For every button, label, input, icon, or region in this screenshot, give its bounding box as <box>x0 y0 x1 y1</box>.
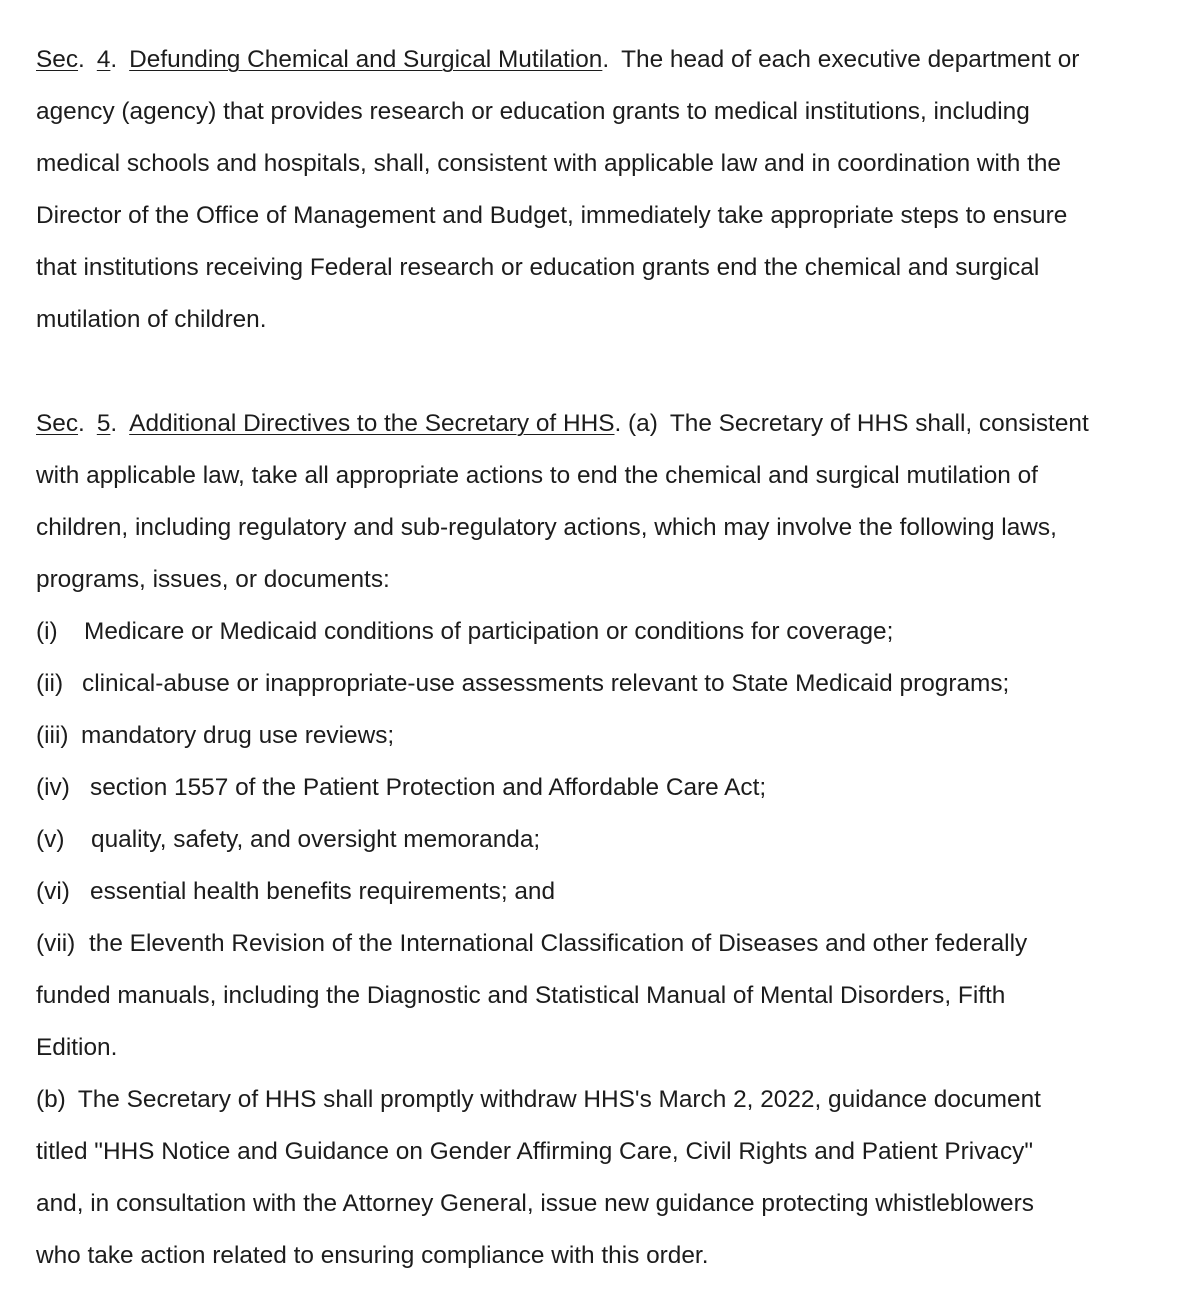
list-item <box>36 658 1176 710</box>
list-item <box>36 866 1176 918</box>
sec4-text-line: mutilation of children. <box>36 306 267 333</box>
sec4-text-line: medical schools and hospitals, shall, consistent with applicable law and in coordination with the <box>36 150 1061 177</box>
list-item-text: quality, safety, and oversight memoranda; <box>91 826 541 853</box>
section-spacer <box>36 346 1176 398</box>
list-item-text: essential health benefits requirements; and <box>90 878 556 905</box>
list-item-continuation: Edition. <box>36 1034 118 1061</box>
list-item-label: (v) <box>36 826 65 853</box>
sec4-text-line: agency (agency) that provides research or education grants to medical institutions, including <box>36 98 1030 125</box>
list-item-label: (i) <box>36 618 58 645</box>
list-item-text: the Eleventh Revision of the International Classification of Diseases and other federally <box>89 930 1028 957</box>
list-item-text: section 1557 of the Patient Protection and Affordable Care Act; <box>90 774 767 801</box>
sec5-text-line: programs, issues, or documents: <box>36 566 390 593</box>
list-item <box>36 606 1176 658</box>
list-item-label: (vi) <box>36 878 70 905</box>
list-item-continuation: funded manuals, including the Diagnostic and Statistical Manual of Mental Disorders, Fifth <box>36 982 1006 1009</box>
document-body <box>36 34 1176 1282</box>
list-item <box>36 814 1176 866</box>
sec5-text-line: children, including regulatory and sub-regulatory actions, which may involve the following laws, <box>36 514 1057 541</box>
sec4-sec-word: Sec <box>36 46 79 73</box>
sec5-text-line: with applicable law, take all appropriate actions to end the chemical and surgical mutilation of <box>36 462 1038 489</box>
sec4-number: 4 <box>96 46 111 73</box>
sec4-heading: Defunding Chemical and Surgical Mutilation <box>129 46 603 73</box>
list-item <box>36 710 1176 762</box>
sec5-b-text: The Secretary of HHS shall promptly withdraw HHS's March 2, 2022, guidance document <box>77 1086 1041 1113</box>
sec5-text-line: The Secretary of HHS shall, consistent <box>669 410 1089 437</box>
list-item-label: (vii) <box>36 930 76 957</box>
list-item-label: (iii) <box>36 722 69 749</box>
sec5-heading: Additional Directives to the Secretary of HHS <box>129 410 615 437</box>
sec5-b-line <box>36 1074 1176 1126</box>
sec5-b-label: (b) <box>36 1086 66 1113</box>
list-item <box>36 762 1176 814</box>
sec5-sec-word: Sec <box>36 410 79 437</box>
list-item-text: mandatory drug use reviews; <box>81 722 395 749</box>
sec5-b-text-line: and, in consultation with the Attorney General, issue new guidance protecting whistleblowers <box>36 1190 1034 1217</box>
sec4-text-line: The head of each executive department or <box>621 46 1080 73</box>
sec4-text-line: that institutions receiving Federal research or education grants end the chemical and surgical <box>36 254 1040 281</box>
list-item-label: (iv) <box>36 774 70 801</box>
sec5-b-text-line: who take action related to ensuring compliance with this order. <box>36 1242 709 1269</box>
list-item-text: Medicare or Medicaid conditions of participation or conditions for coverage; <box>84 618 894 645</box>
sec5-a-label: (a) <box>628 410 658 437</box>
sec4-heading-line: Sec. 4. Defunding Chemical and Surgical Mutilation. The head of each executive department or <box>36 46 1080 73</box>
list-item-label: (ii) <box>36 670 64 697</box>
sec5-b-text-line: titled "HHS Notice and Guidance on Gender Affirming Care, Civil Rights and Patient Privacy" <box>36 1138 1034 1165</box>
sec5-number: 5 <box>96 410 111 437</box>
list-item-text: clinical-abuse or inappropriate-use assessments relevant to State Medicaid programs; <box>82 670 1010 697</box>
sec5-heading-line: Sec. 5. Additional Directives to the Secretary of HHS. (a) The Secretary of HHS shall, consistent <box>36 410 1089 437</box>
sec4-text-line: Director of the Office of Management and Budget, immediately take appropriate steps to ensure <box>36 202 1068 229</box>
list-item <box>36 918 1176 970</box>
